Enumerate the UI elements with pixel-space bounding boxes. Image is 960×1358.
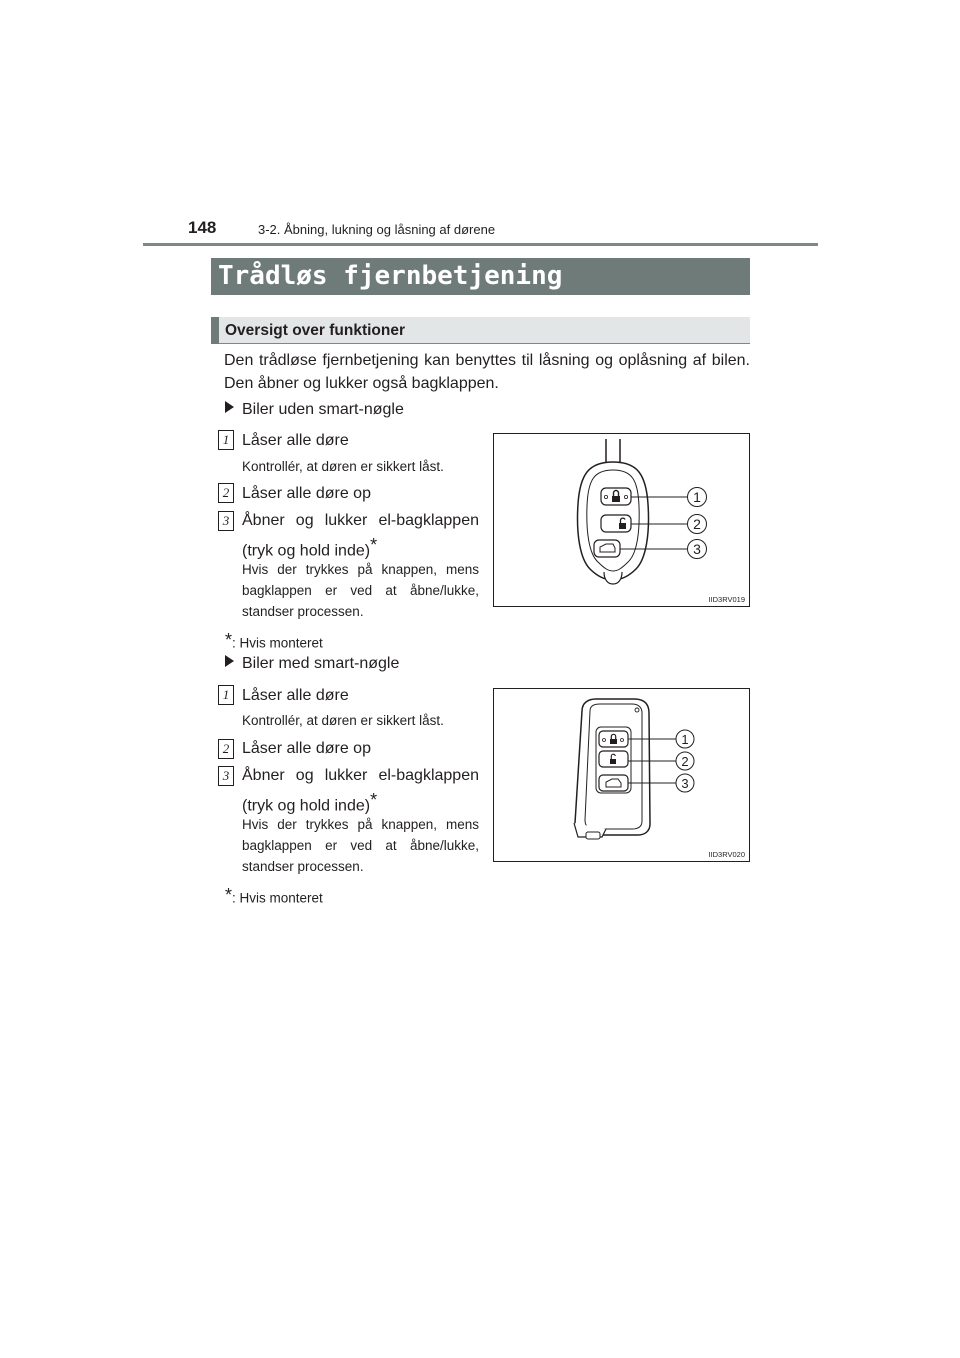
key-fob-illustration xyxy=(494,434,749,606)
item-note: Kontrollér, at døren er sikkert låst. xyxy=(242,713,444,728)
item-note-line: Hvis der trykkes på knappen, mens xyxy=(242,817,479,832)
variant-heading-text: Biler uden smart-nøgle xyxy=(242,401,404,418)
item-note-line: standser processen. xyxy=(242,604,364,619)
item-label-line: Åbner og lukker el-bagklappen xyxy=(242,512,479,529)
section-heading: Oversigt over funktioner xyxy=(225,322,406,339)
page-title: Trådløs fjernbetjening xyxy=(218,261,563,291)
item-number-badge: 1 xyxy=(218,685,234,705)
figure-smart-key xyxy=(493,688,750,862)
item-number-badge: 3 xyxy=(218,766,234,786)
page-number: 148 xyxy=(188,218,217,237)
figure-key-fob xyxy=(493,433,750,607)
footnote xyxy=(225,881,323,906)
footnote-asterisk: * xyxy=(225,885,233,905)
callout-number: 2 xyxy=(693,516,701,532)
figure-code: IID3RV019 xyxy=(708,595,745,604)
variant-heading-text: Biler med smart-nøgle xyxy=(242,655,400,672)
item-note-line: bagklappen er ved at åbne/lukke, xyxy=(242,583,479,598)
tailgate-button xyxy=(594,540,620,557)
bullet-triangle-icon xyxy=(225,401,234,413)
item-number-badge: 2 xyxy=(218,483,234,503)
callout-number: 1 xyxy=(681,732,689,747)
item-label-line-text: (tryk og hold inde) xyxy=(242,542,371,560)
item-label-line-text: (tryk og hold inde) xyxy=(242,797,371,815)
item-label-line xyxy=(242,787,377,817)
item-note-line: bagklappen er ved at åbne/lukke, xyxy=(242,838,479,853)
figure-code: IID3RV020 xyxy=(708,850,745,859)
item-label: Låser alle døre op xyxy=(242,740,371,757)
item-label-line: Åbner og lukker el-bagklappen xyxy=(242,767,479,784)
item-number-badge: 1 xyxy=(218,430,234,450)
footnote-asterisk: * xyxy=(225,630,233,650)
header-rule xyxy=(143,243,818,246)
item-note: Kontrollér, at døren er sikkert låst. xyxy=(242,459,444,474)
item-number-badge: 2 xyxy=(218,739,234,759)
variant-heading-smart-key xyxy=(225,655,399,673)
chapter-title: 3-2. Åbning, lukning og låsning af dørene xyxy=(258,222,496,237)
callout-number: 3 xyxy=(681,776,689,791)
footnote-text: : Hvis monteret xyxy=(232,890,323,906)
item-number-badge: 3 xyxy=(218,511,234,531)
callout-number: 1 xyxy=(693,489,701,505)
intro-paragraph: Den trådløse fjernbetjening kan benyttes til låsning og oplåsning af bilen. Den åbner og lukker også bagklappen. xyxy=(224,352,750,392)
item-label-line xyxy=(242,532,377,562)
footnote-text: : Hvis monteret xyxy=(232,635,323,651)
tailgate-button xyxy=(599,775,628,791)
smart-key-illustration xyxy=(494,689,749,861)
footnote-asterisk: * xyxy=(370,790,378,810)
footnote xyxy=(225,626,323,651)
variant-heading-no-smart-key xyxy=(225,401,404,419)
bullet-triangle-icon xyxy=(225,655,234,667)
item-note-line: Hvis der trykkes på knappen, mens xyxy=(242,562,479,577)
item-label: Låser alle døre op xyxy=(242,485,371,502)
item-label: Låser alle døre xyxy=(242,687,349,704)
footnote-asterisk: * xyxy=(370,535,378,555)
item-note-line: standser processen. xyxy=(242,859,364,874)
section-bar-accent xyxy=(211,317,219,344)
callout-number: 2 xyxy=(681,754,689,769)
item-label: Låser alle døre xyxy=(242,432,349,449)
unlock-button xyxy=(601,515,631,532)
callout-number: 3 xyxy=(693,541,701,557)
